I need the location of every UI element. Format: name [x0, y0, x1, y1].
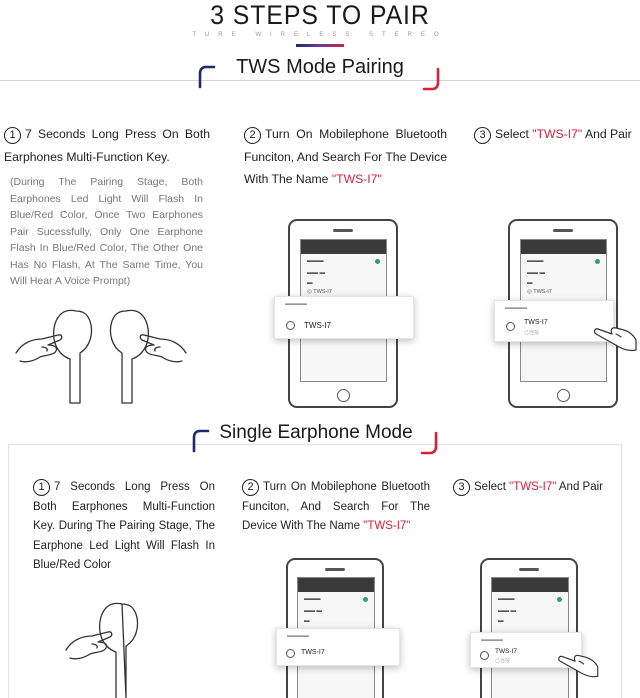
tws-step3-device-name: "TWS-I7" [532, 127, 583, 141]
single-step3-suffix: And Pair [558, 481, 603, 493]
single-step1-instruction: 7 Seconds Long Press On Both Earphones Multi-Function Key. During The Pairing Stage, The Earphone Led Light Will Flash In Blue/Red Color [33, 481, 215, 572]
toggle-on-indicator [375, 259, 380, 264]
screen-status-bar [521, 240, 606, 254]
title-underline [296, 44, 344, 47]
popup-device-name: TWS-I7 [524, 319, 548, 326]
popup-device-name: TWS-I7 [304, 321, 332, 330]
single-step3-device-name: "TWS-I7" [509, 481, 557, 493]
screen-row: ▬▬ ▬ [304, 608, 323, 614]
screen-row: ▬ [304, 618, 310, 624]
step-number-badge: 3 [474, 127, 491, 144]
screen-row: ▬▬▬ [307, 258, 324, 264]
tws-step2-instruction: Turn On Mobilephone Bluetooth Funciton, And Search For The Device With The Name [244, 127, 448, 186]
single-step3-prefix: Select [474, 481, 506, 493]
phone-earpiece [325, 568, 345, 571]
phone-earpiece [519, 568, 539, 571]
tws-step3-suffix: And Pair [584, 127, 632, 141]
screen-row: ◎ TWS-I7 [307, 289, 332, 295]
bluetooth-device-icon [480, 651, 489, 660]
hand-tap-illustration [556, 648, 600, 680]
device-popup [276, 628, 400, 666]
screen-row: ▬ [307, 280, 313, 286]
screen-row: ▬▬ ▬ [307, 270, 326, 276]
screen-row: ▬▬▬ [498, 596, 515, 602]
tws-step3-prefix: Select [495, 127, 529, 141]
screen-status-bar [298, 578, 374, 592]
screen-row: ▬▬▬ [527, 258, 544, 264]
single-step2-instruction: Turn On Mobilephone Bluetooth Funciton, And Search For The Device With The Name [242, 481, 430, 533]
single-earbud-press-illustration [64, 598, 154, 698]
popup-device-name: TWS-I7 [301, 649, 325, 656]
step-number-badge: 1 [4, 127, 21, 144]
single-step3-text [453, 478, 633, 498]
toggle-on-indicator [595, 259, 600, 264]
tws-step1-text [4, 123, 210, 168]
tws-step2-text [244, 123, 447, 191]
single-step2-device-name: "TWS-I7" [363, 520, 411, 533]
screen-row: ▬ [527, 280, 533, 286]
screen-row: ▬▬ ▬ [527, 270, 546, 276]
popup-device-status: 已连接 [495, 658, 511, 664]
popup-device-name: TWS-I7 [495, 648, 518, 655]
single-step2-text [242, 478, 430, 537]
step-number-badge: 1 [33, 479, 50, 496]
bluetooth-device-icon [286, 321, 295, 330]
two-earbuds-press-illustration [14, 303, 189, 409]
hand-tap-illustration [592, 320, 638, 354]
screen-list-device: TWS-I7 [313, 289, 332, 295]
screen-status-bar [492, 578, 568, 592]
popup-header: ▬▬▬▬ [505, 305, 527, 311]
popup-header: ▬▬▬▬ [285, 301, 307, 307]
popup-header: ▬▬▬▬ [287, 633, 309, 639]
page-subtitle: TURE WIRELESS STEREO [192, 32, 448, 38]
phone-earpiece [333, 229, 353, 232]
screen-row: ▬ [498, 618, 504, 624]
phone-home-button [557, 389, 570, 402]
screen-row: ▬▬ ▬ [498, 608, 517, 614]
single-step1-text [33, 478, 215, 576]
screen-row: ▬▬▬ [304, 596, 321, 602]
popup-header: ▬▬▬▬ [481, 637, 503, 643]
step-number-badge: 2 [244, 127, 261, 144]
screen-row: ◎ TWS-I7 [527, 289, 552, 295]
tws-section-title: TWS Mode Pairing [222, 56, 418, 79]
tws-step2-device-name: "TWS-I7" [331, 172, 382, 186]
device-popup [274, 296, 414, 339]
bluetooth-device-icon [506, 322, 515, 331]
screen-list-device: TWS-I7 [533, 289, 552, 295]
phone-home-button [337, 389, 350, 402]
tws-step3-text [474, 123, 640, 146]
tws-step1-note: (During The Pairing Stage, Both Earphones Led Light Will Flash In Blue/Red Color, Once Two Earphones Pair Sucessfully, Only One Earphone Flash In Blue/Red Color, The Other One Has No Flash, At The Same Time, You Will Hear A Voice Prompt) [10, 176, 203, 287]
page-title: 3 STEPS TO PAIR [210, 0, 430, 30]
bluetooth-device-icon [286, 649, 295, 658]
toggle-on-indicator [363, 597, 368, 602]
screen-status-bar [301, 240, 386, 254]
popup-device-status: 已连接 [524, 330, 540, 336]
phone-earpiece [553, 229, 573, 232]
step-number-badge: 2 [242, 479, 259, 496]
tws-step1-instruction: 7 Seconds Long Press On Both Earphones Multi-Function Key. [4, 127, 210, 164]
toggle-on-indicator [557, 597, 562, 602]
step-number-badge: 3 [453, 479, 470, 496]
single-section-title: Single Earphone Mode [212, 422, 420, 444]
